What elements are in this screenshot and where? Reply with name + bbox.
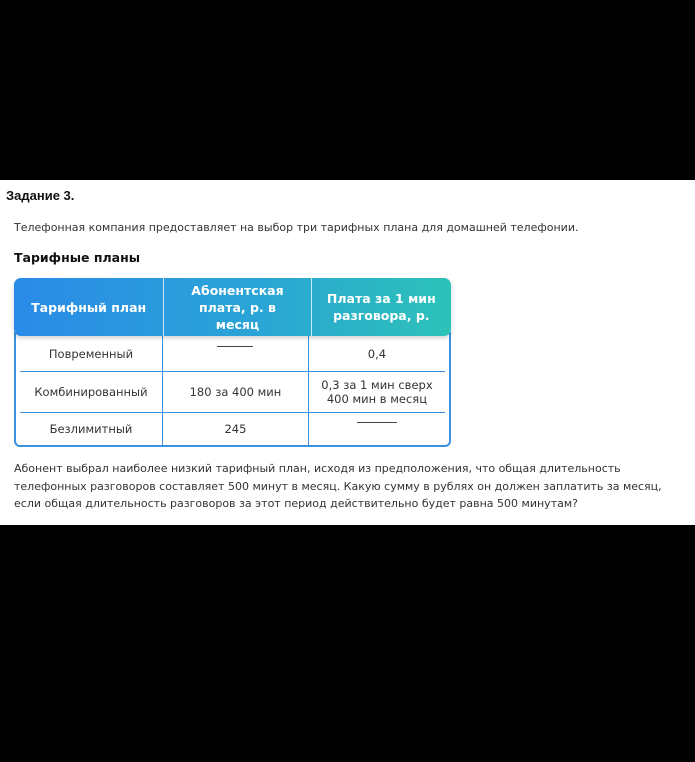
task-sheet <box>0 180 695 525</box>
header-rate <box>312 278 451 336</box>
task-question: Абонент выбрал наиболее низкий тарифный план, исходя из предположения, что общая длительность телефонных разговоров составляет 500 минут в месяц. Какую сумму в рублях он должен заплатить за месяц, если общая длительность разговоров за этот период действительно будет равна 500 минутам? <box>14 462 662 510</box>
cell-rate: 0,4 <box>367 346 387 361</box>
cell-fee: 180 за 400 мин <box>163 372 309 412</box>
section-title: Тарифные планы <box>14 250 141 265</box>
cell-rate <box>309 372 445 412</box>
cell-plan: Безлимитный <box>20 413 163 445</box>
cell-plan: Повременный <box>20 336 163 371</box>
task-intro: Телефонная компания предоставляет на выбор три тарифных плана для домашней телефонии. <box>14 221 579 234</box>
table-row <box>20 372 445 413</box>
task-title: Задание 3. <box>6 188 75 203</box>
cell-rate-text: 0,3 за 1 мин сверх 400 мин в месяц <box>321 378 433 406</box>
cell-rate <box>309 413 445 445</box>
table-row <box>20 413 445 445</box>
cell-fee: 245 <box>163 413 309 445</box>
tariff-table <box>14 278 451 447</box>
header-plan: Тарифный план <box>14 278 164 336</box>
dash-mark <box>217 346 253 361</box>
cell-plan: Комбинированный <box>20 372 163 412</box>
table-body <box>14 332 451 447</box>
header-fee <box>164 278 311 336</box>
header-rate-text: Плата за 1 мин разговора, р. <box>326 291 436 323</box>
table-row <box>20 336 445 372</box>
table-header <box>14 278 451 336</box>
dash-mark <box>357 422 397 437</box>
header-fee-text: Абонентская плата, р. в месяц <box>191 282 284 332</box>
cell-fee <box>163 336 309 371</box>
